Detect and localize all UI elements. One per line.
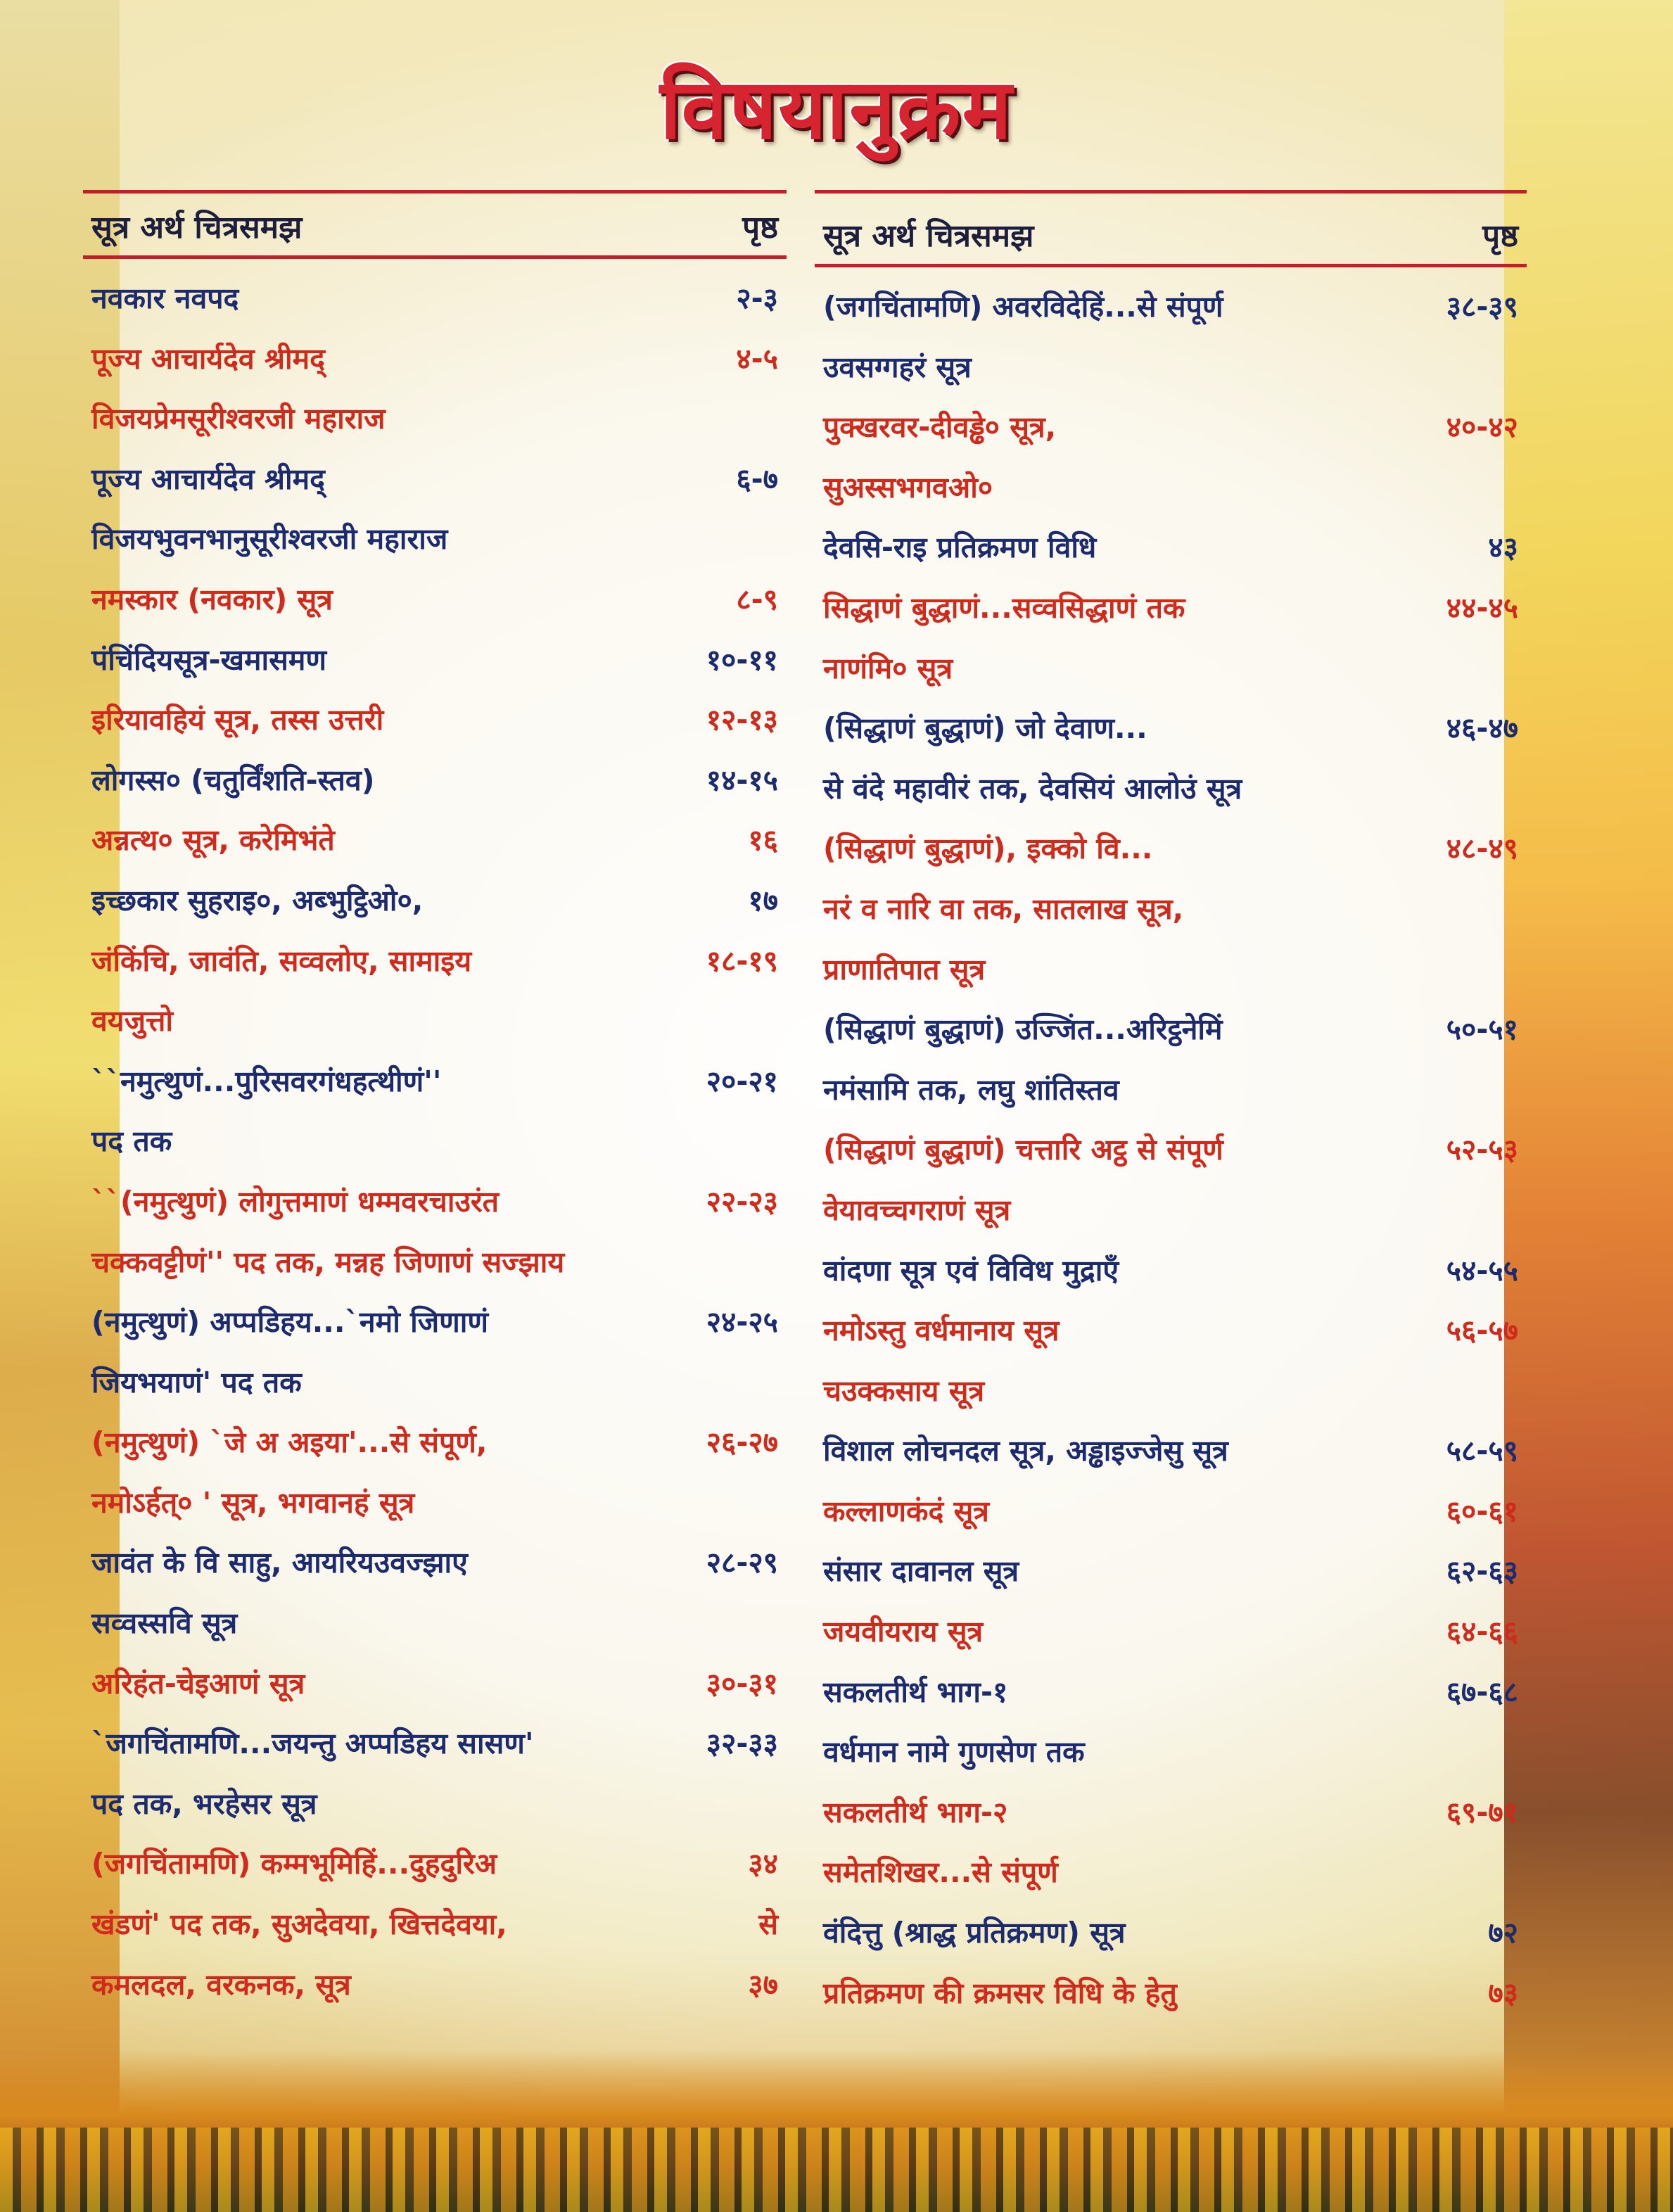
toc-entry	[815, 466, 1527, 527]
toc-entry-text: पंचिंदियसूत्र-खमासमण	[91, 642, 327, 677]
toc-entry	[815, 1189, 1527, 1250]
toc-entry-text: (नमुत्थुणं) अप्पडिहय...`नमो जिणाणं	[91, 1305, 489, 1340]
toc-entry	[83, 578, 787, 639]
toc-entry	[83, 338, 787, 398]
toc-entry-text: सकलतीर्थ भाग-१	[823, 1674, 1008, 1709]
toc-entry-text: लोगस्स० (चतुर्विंशति-स्तव)	[91, 763, 375, 797]
toc-entry-text: प्राणातिपात सूत्र	[823, 952, 986, 986]
toc-entry	[815, 1069, 1527, 1129]
toc-entry	[83, 1482, 787, 1542]
toc-entry	[815, 1430, 1527, 1490]
toc-entry-text: विशाल लोचनदल सूत्र, अड्ढाइज्जेसु सूत्र	[823, 1434, 1228, 1468]
toc-entry-page: ६-७	[736, 462, 778, 496]
toc-entry-page: ४६-४७	[1446, 711, 1518, 746]
toc-entry	[83, 1241, 787, 1302]
toc-entry	[83, 1722, 787, 1783]
toc-entry-page: २-३	[736, 281, 778, 315]
toc-entry	[83, 1542, 787, 1602]
toc-entry	[815, 827, 1527, 888]
toc-entry	[815, 1671, 1527, 1731]
toc-entry-page: ५६-५७	[1446, 1314, 1518, 1348]
toc-entry-text: वंदित्तु (श्राद्ध प्रतिक्रमण) सूत्र	[823, 1916, 1126, 1950]
toc-entry-text: पुक्खरवर-दीवड्ढे० सूत्र,	[823, 410, 1057, 445]
toc-entry	[83, 1000, 787, 1060]
toc-list-right	[815, 267, 1527, 2032]
toc-entry-page: ६७-६८	[1446, 1674, 1518, 1709]
toc-entry-text: वर्धमान नामे गुणसेण तक	[823, 1735, 1085, 1769]
toc-entry	[83, 639, 787, 699]
toc-entry-page: १२-१३	[706, 703, 778, 737]
toc-entry-text: पद तक, भरहेसर सूत्र	[91, 1786, 317, 1821]
toc-entry-text: सिद्धाणं बुद्धाणं...सव्वसिद्धाणं तक	[823, 590, 1185, 625]
toc-entry-text: समेतशिखर...से संपूर्ण	[823, 1855, 1058, 1890]
toc-entry	[815, 1250, 1527, 1310]
toc-entry-text: विजयप्रेमसूरीश्वरजी महाराज	[91, 402, 386, 436]
toc-entry-text: `जगचिंतामणि...जयन्तु अप्पडिहय सासण'	[91, 1727, 534, 1761]
toc-entry-page: ६९-७१	[1446, 1795, 1518, 1829]
toc-entry-text: (सिद्धाणं बुद्धाणं) जो देवाण...	[823, 711, 1147, 746]
toc-entry	[815, 346, 1527, 407]
toc-entry	[83, 1903, 787, 1964]
toc-entry-page: १०-११	[706, 642, 778, 677]
toc-entry-text: नरं व नारि वा तक, सातलाख सूत्र,	[823, 891, 1184, 926]
toc-entry-text: उवसग्गहरं सूत्र	[823, 350, 972, 384]
toc-entry-text: जावंत के वि साहु, आयरियउवज्झाए	[91, 1546, 468, 1580]
toc-entry	[815, 1610, 1527, 1671]
toc-entry	[815, 1912, 1527, 1972]
toc-entry-text: ``नमुत्थुणं...पुरिसवरगंधहत्थीणं''	[91, 1064, 442, 1098]
toc-entry	[83, 1301, 787, 1361]
toc-entry-text: (सिद्धाणं बुद्धाणं), इक्को वि...	[823, 832, 1153, 866]
toc-entry-text: सव्वस्सवि सूत्र	[91, 1606, 238, 1641]
toc-entry	[83, 1964, 787, 2024]
toc-entry-text: सुअस्सभगवओ०	[823, 470, 993, 504]
toc-entry	[83, 879, 787, 940]
toc-entry	[83, 518, 787, 578]
toc-entry	[815, 1972, 1527, 2033]
toc-entry	[815, 526, 1527, 587]
toc-entry	[83, 1602, 787, 1663]
toc-entry-text: कल्लाणकंदं सूत्र	[823, 1494, 989, 1528]
toc-entry-text: वेयावच्चगराणं सूत्र	[823, 1193, 1011, 1227]
toc-entry-text: अरिहंत-चेइआणं सूत्र	[91, 1666, 305, 1701]
toc-entry-text: जयवीयराय सूत्र	[823, 1615, 984, 1649]
toc-entry-text: (सिद्धाणं बुद्धाणं) उज्जिंत...अरिट्ठनेमिं	[823, 1012, 1223, 1047]
toc-entry	[815, 1008, 1527, 1069]
toc-entry-text: चउक्कसाय सूत्र	[823, 1373, 985, 1408]
toc-entry-page: ६४-६६	[1446, 1615, 1518, 1649]
toc-entry-text: (सिद्धाणं बुद्धाणं) चत्तारि अट्ठ से संपूर्ण	[823, 1133, 1223, 1167]
toc-entry-text: इच्छकार सुहराइ०, अब्भुट्ठिओ०,	[91, 883, 424, 917]
toc-entry-text: नवकार नवपद	[91, 281, 239, 315]
toc-entry-text: नमस्कार (नवकार) सूत्र	[91, 582, 333, 616]
toc-entry-text: सकलतीर्थ भाग-२	[823, 1795, 1008, 1829]
toc-entry-page: २०-२१	[706, 1064, 778, 1098]
toc-entry-page: ४४-४५	[1446, 590, 1518, 625]
toc-entry-text: वयजुत्तो	[91, 1004, 173, 1038]
toc-entry-text: ``(नमुत्थुणं) लोगुत्तमाणं धम्मवरचाउरंत	[91, 1184, 500, 1219]
column-header-label: सूत्र अर्थ चित्रसमझ	[91, 210, 303, 246]
column-header-page: पृष्ठ	[742, 210, 778, 246]
column-header-label: सूत्र अर्थ चित्रसमझ	[823, 218, 1034, 254]
toc-entry	[815, 1550, 1527, 1610]
page-title: विषयानुक्रम	[659, 60, 1014, 158]
toc-entry-text: नमंसामि तक, लघु शांतिस्तव	[823, 1072, 1119, 1107]
toc-entry	[815, 948, 1527, 1009]
toc-entry-page: १८-१९	[706, 943, 778, 978]
toc-entry-text: जंकिंचि, जावंति, सव्वलोए, सामाइय	[91, 943, 472, 978]
toc-entry-text: (जगचिंतामणि) अवरविदेहिं...से संपूर्ण	[823, 290, 1223, 324]
toc-entry-page: २८-२९	[706, 1546, 778, 1580]
toc-entry-page: ६२-६३	[1446, 1554, 1518, 1589]
toc-entry-text: जियभयाणं' पद तक	[91, 1365, 302, 1399]
toc-entry-page: ३०-३१	[706, 1666, 778, 1701]
toc-entry	[83, 277, 787, 338]
toc-entry-page: ४८-४९	[1446, 832, 1518, 866]
toc-entry	[83, 1361, 787, 1422]
toc-entry	[815, 1370, 1527, 1430]
toc-entry-page: ३८-३९	[1446, 290, 1518, 324]
toc-entry-text: खंडणं' पद तक, सुअदेवया, खित्तदेवया,	[91, 1907, 507, 1942]
toc-entry-page: ८-९	[736, 582, 778, 616]
toc-entry-text: कमलदल, वरकनक, सूत्र	[91, 1967, 351, 2002]
toc-entry	[815, 1309, 1527, 1370]
toc-entry	[83, 1181, 787, 1241]
toc-entry	[83, 1421, 787, 1482]
toc-entry	[83, 398, 787, 458]
toc-entry-page: ५८-५९	[1446, 1434, 1518, 1468]
toc-entry	[815, 587, 1527, 647]
toc-entry-page: ४०-४२	[1446, 410, 1518, 445]
toc-entry-text: संसार दावानल सूत्र	[823, 1554, 1019, 1589]
toc-entry	[83, 819, 787, 879]
toc-entry-text: (जगचिंतामणि) कम्मभूमिहिं...दुहदुरिअ	[91, 1847, 497, 1881]
toc-entry-text: पूज्य आचार्यदेव श्रीमद्	[91, 462, 325, 496]
toc-entry-text: (नमुत्थुणं) `जे अ अइया'...से संपूर्ण,	[91, 1425, 488, 1460]
toc-entry	[815, 888, 1527, 948]
toc-entry	[83, 1060, 787, 1121]
toc-entry	[83, 699, 787, 759]
toc-entry-text: प्रतिक्रमण की क्रमसर विधि के हेतु	[823, 1976, 1177, 2010]
toc-entry-page: २४-२५	[706, 1305, 778, 1340]
toc-column-right	[815, 190, 1527, 2032]
toc-entry-page: ३४	[748, 1847, 778, 1881]
toc-entry-text: नमोऽर्हत्० ' सूत्र, भगवानहं सूत्र	[91, 1485, 415, 1520]
toc-entry-text: देवसि-राइ प्रतिक्रमण विधि	[823, 530, 1097, 565]
toc-entry	[815, 1490, 1527, 1551]
toc-entry-page: २२-२३	[706, 1184, 778, 1219]
toc-column-left	[83, 190, 787, 2023]
toc-entry	[815, 707, 1527, 768]
toc-entry	[815, 1731, 1527, 1791]
toc-entry-page: १६	[748, 823, 778, 858]
toc-entry-text: नाणंमि० सूत्र	[823, 651, 953, 685]
toc-entry	[815, 768, 1527, 828]
toc-entry	[83, 1120, 787, 1181]
toc-entry-text: पद तक	[91, 1124, 172, 1159]
toc-entry-text: वांदणा सूत्र एवं विविध मुद्राएँ	[823, 1253, 1119, 1288]
background-right-foliage	[1504, 0, 1673, 2212]
background-bottom-foliage	[0, 2050, 1673, 2212]
toc-entry	[815, 1851, 1527, 1912]
toc-entry	[815, 1791, 1527, 1852]
toc-entry-page: १४-१५	[706, 763, 778, 797]
toc-entry	[815, 406, 1527, 466]
column-header	[83, 193, 787, 255]
toc-entry-text: से वंदे महावीरं तक, देवसियं आलोउं सूत्र	[823, 771, 1242, 806]
toc-entry-page: ३७	[748, 1967, 778, 2002]
toc-entry-text: अन्नत्थ० सूत्र, करेमिभंते	[91, 823, 335, 858]
toc-entry-text: विजयभुवनभानुसूरीश्वरजी महाराज	[91, 522, 448, 557]
toc-entry-page: ४३	[1488, 530, 1518, 565]
toc-entry-page: १७	[748, 883, 778, 917]
column-header-page: पृष्ठ	[1482, 218, 1518, 254]
column-header	[815, 193, 1527, 264]
toc-entry-page: २६-२७	[706, 1425, 778, 1460]
toc-entry	[83, 458, 787, 519]
toc-entry-page: से	[758, 1907, 778, 1942]
toc-entry-text: पूज्य आचार्यदेव श्रीमद्	[91, 341, 325, 376]
toc-entry-page: ६०-६१	[1446, 1494, 1518, 1528]
toc-entry-page: ५०-५१	[1446, 1012, 1518, 1047]
toc-list-left	[83, 259, 787, 2023]
toc-entry	[83, 1783, 787, 1843]
toc-entry-text: इरियावहियं सूत्र, तस्स उत्तरी	[91, 703, 384, 737]
toc-entry	[83, 1663, 787, 1723]
toc-entry	[83, 1843, 787, 1903]
toc-entry	[815, 647, 1527, 708]
toc-entry	[815, 286, 1527, 346]
toc-entry-page: ३२-३३	[706, 1727, 778, 1761]
toc-entry-text: चक्कवट्टीणं'' पद तक, मन्नह जिणाणं सज्झाय	[91, 1245, 565, 1279]
toc-entry-page: ५४-५५	[1446, 1253, 1518, 1288]
toc-entry-page: ५२-५३	[1446, 1133, 1518, 1167]
toc-entry-page: ४-५	[736, 341, 778, 376]
toc-entry	[83, 940, 787, 1000]
toc-entry	[815, 1129, 1527, 1189]
toc-entry-text: नमोऽस्तु वर्धमानाय सूत्र	[823, 1314, 1060, 1348]
toc-entry	[83, 759, 787, 820]
toc-entry-page: ७३	[1488, 1976, 1518, 2010]
toc-entry-page: ७२	[1488, 1916, 1518, 1950]
